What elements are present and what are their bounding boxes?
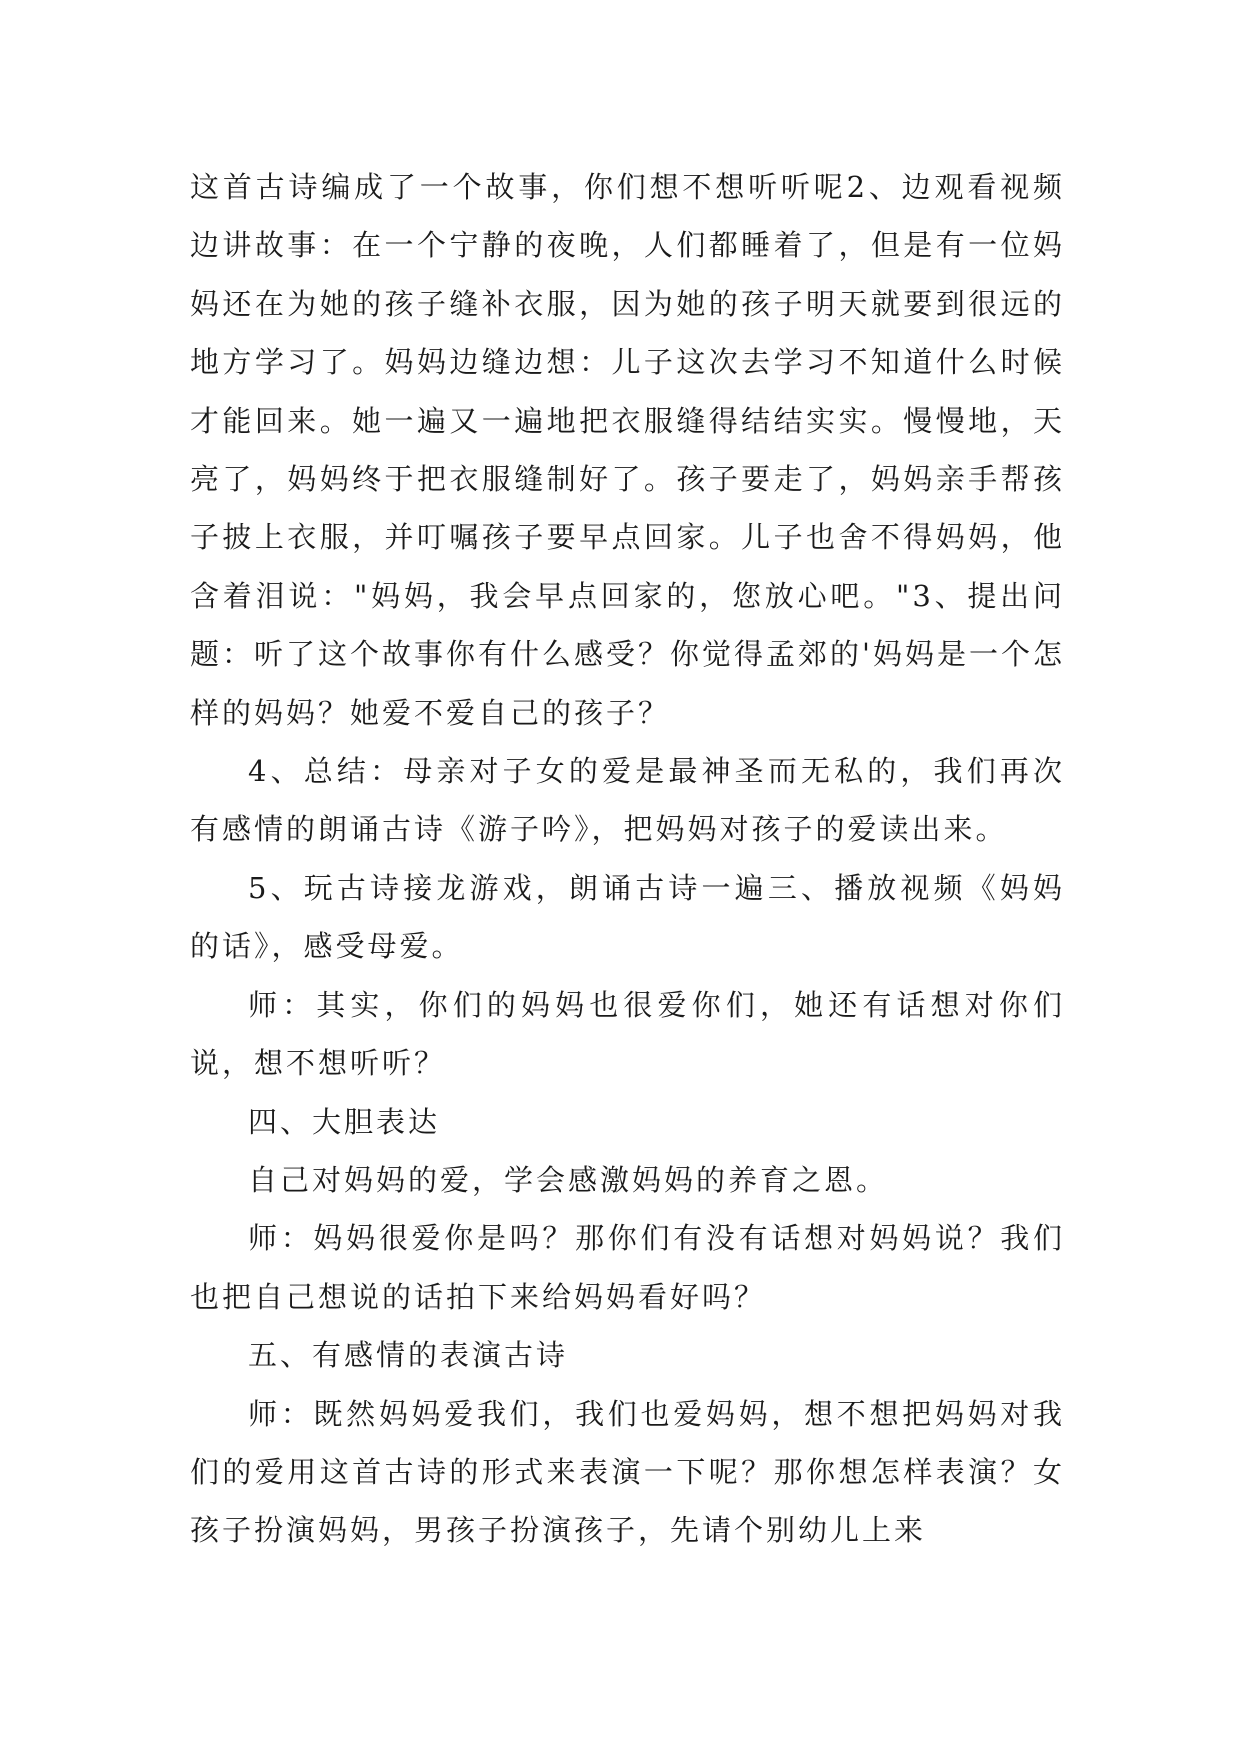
paragraph-gratitude: 自己对妈妈的爱，学会感激妈妈的养育之恩。 bbox=[248, 1162, 889, 1197]
paragraph-teacher-mother-words: 师：其实，你们的妈妈也很爱你们，她还有话想对你们说，想不想听听？ bbox=[190, 987, 1065, 1081]
paragraph-story: 这首古诗编成了一个故事，你们想不想听听呢2、边观看视频边讲故事：在一个宁静的夜晚，人们都睡着了，但是有一位妈妈还在为她的孩子缝补衣服，因为她的孩子明天就要到很远的地方学习了。妈妈边缝边想：儿子这次去学习不知道什么时候才能回来。她一遍又一遍地把衣服缝得结结实实。慢慢地，天亮了，妈妈终于把衣服缝制好了。孩子要走了，妈妈亲手帮孩子披上衣服，并叮嘱孩子要早点回家。儿子也舍不得妈妈，他含着泪说："妈妈，我会早点回家的，您放心吧。"3、提出问题：听了这个故事你有什么感受？你觉得孟郊的'妈妈是一个怎样的妈妈？她爱不爱自己的孩子？ bbox=[190, 170, 1065, 730]
paragraph-teacher-question: 师：妈妈很爱你是吗？那你们有没有话想对妈妈说？我们也把自己想说的话拍下来给妈妈看好吗？ bbox=[190, 1221, 1065, 1314]
section-heading-express: 四、大胆表达 bbox=[248, 1104, 441, 1139]
document-body bbox=[190, 158, 1065, 1560]
section-heading-perform: 五、有感情的表演古诗 bbox=[248, 1338, 569, 1373]
paragraph-teacher-perform: 师：既然妈妈爱我们，我们也爱妈妈，想不想把妈妈对我们的爱用这首古诗的形式来表演一下呢？那你想怎样表演？女孩子扮演妈妈，男孩子扮演孩子，先请个别幼儿上来 bbox=[190, 1396, 1065, 1548]
paragraph-poem-game: 5、玩古诗接龙游戏，朗诵古诗一遍三、播放视频《妈妈的话》，感受母爱。 bbox=[190, 870, 1065, 964]
paragraph-summary: 4、总结：母亲对子女的爱是最神圣而无私的，我们再次有感情的朗诵古诗《游子吟》，把妈妈对孩子的爱读出来。 bbox=[190, 754, 1065, 847]
